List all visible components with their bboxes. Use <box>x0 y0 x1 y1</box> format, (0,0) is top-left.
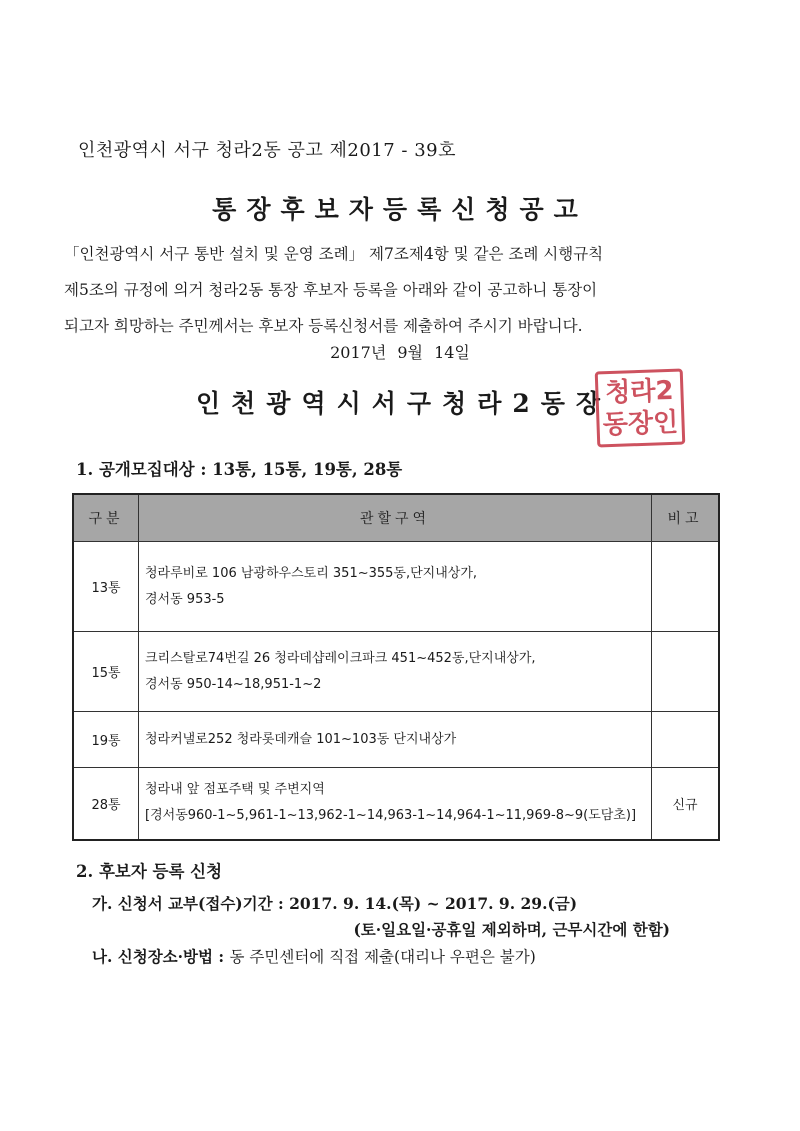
row-remarks <box>652 542 720 632</box>
row-area-line: [경서동960-1~5,961-1~13,962-1~14,963-1~14,964-1~11,969-8~9(도담초)] <box>145 808 637 824</box>
row-area-line: 청라내 앞 점포주택 및 주변지역 <box>145 782 325 798</box>
header-division: 구분 <box>73 494 139 542</box>
row-area-line: 경서동 950-14~18,951-1~2 <box>145 676 322 692</box>
application-period-note: (토·일요일·공휴일 제외하며, 근무시간에 한함) <box>353 920 670 939</box>
body-line: 제5조의 규정에 의거 청라2동 통장 후보자 등록을 아래와 같이 공고하니 통장이 <box>64 281 598 299</box>
table-row <box>73 712 719 768</box>
row-area <box>139 542 652 632</box>
row-area-line: 청라루비로 106 남광하우스토리 351~355동,단지내상가, <box>145 565 478 581</box>
row-remarks <box>652 712 720 768</box>
row-area <box>139 712 652 768</box>
table-row <box>73 768 719 840</box>
row-division: 13통 <box>73 542 139 632</box>
row-division: 15통 <box>73 632 139 712</box>
section-recruitment-target: 1. 공개모집대상 : 13통, 15통, 19통, 28통 <box>76 460 403 479</box>
document-title: 통장후보자등록신청공고 <box>212 195 588 224</box>
seal-text-line: 동장인 <box>602 407 679 441</box>
application-method-value: 동 주민센터에 직접 제출(대리나 우편은 불가) <box>229 948 536 966</box>
body-line: 「인천광역시 서구 통반 설치 및 운영 조례」 제7조제4항 및 같은 조례 시행규칙 <box>64 245 604 263</box>
official-seal <box>595 368 686 447</box>
row-division: 28통 <box>73 768 139 840</box>
table-row <box>73 632 719 712</box>
row-area <box>139 632 652 712</box>
notice-number: 인천광역시 서구 청라2동 공고 제2017 - 39호 <box>78 140 457 161</box>
header-jurisdiction: 관할구역 <box>139 494 652 542</box>
notice-date: 2017년 9월 14일 <box>330 343 470 362</box>
issuer-name: 인천광역시서구청라2동장 <box>196 389 612 418</box>
jurisdiction-table <box>72 493 720 841</box>
row-remarks: 신규 <box>652 768 720 840</box>
row-remarks <box>652 632 720 712</box>
section-registration: 2. 후보자 등록 신청 <box>76 862 223 881</box>
header-remarks: 비고 <box>652 494 720 542</box>
row-area-line: 청라커낼로252 청라롯데캐슬 101~103동 단지내상가 <box>145 731 457 747</box>
notice-body <box>64 236 744 344</box>
row-area-line: 크리스탈로74번길 26 청라데샵레이크파크 451~452동,단지내상가, <box>145 650 536 666</box>
application-method-label: 나. 신청장소·방법 : <box>92 947 230 966</box>
seal-text-line: 청라2 <box>604 375 675 409</box>
row-area <box>139 768 652 840</box>
body-line: 되고자 희망하는 주민께서는 후보자 등록신청서를 제출하여 주시기 바랍니다. <box>64 317 583 335</box>
table-row <box>73 542 719 632</box>
row-area-line: 경서동 953-5 <box>145 591 225 607</box>
row-division: 19통 <box>73 712 139 768</box>
application-method <box>92 945 536 967</box>
application-period: 가. 신청서 교부(접수)기간 : 2017. 9. 14.(목) ~ 2017. 9. 29.(금) <box>92 894 578 913</box>
